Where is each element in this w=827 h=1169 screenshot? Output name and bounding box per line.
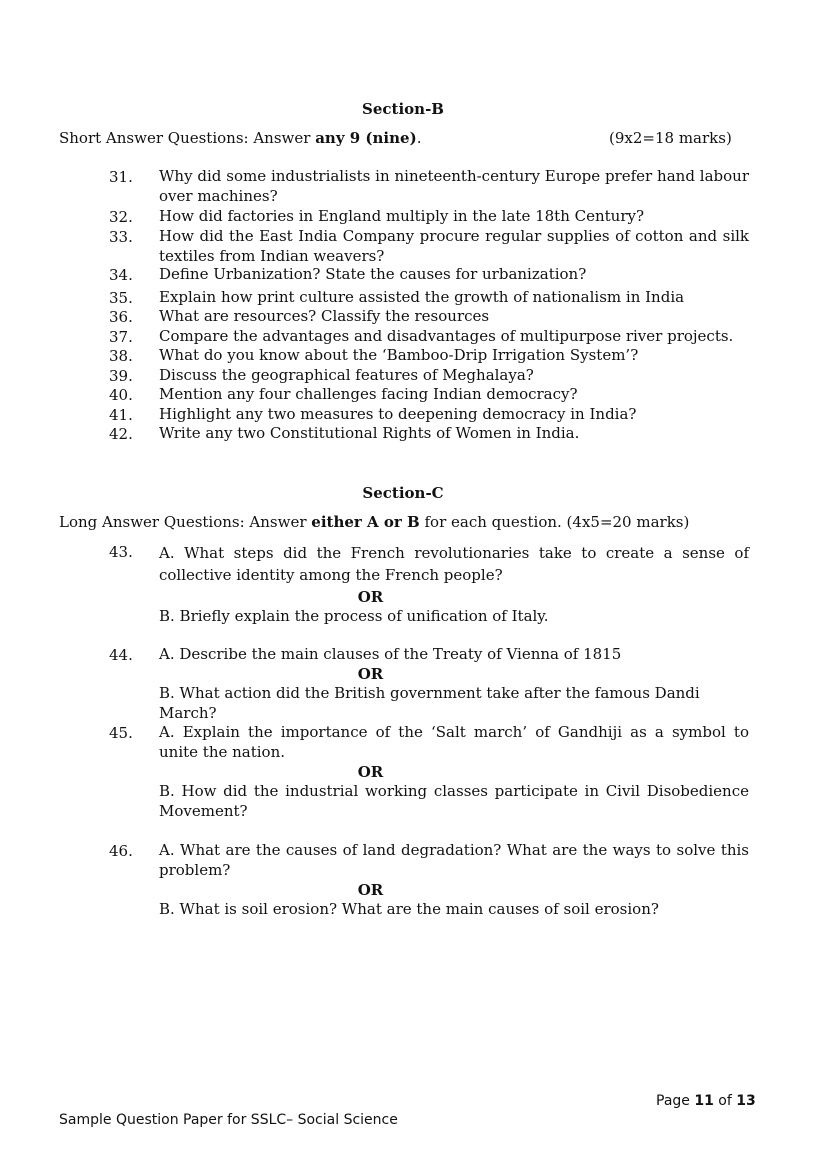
- question-number: 31.: [109, 168, 133, 186]
- question-text: Define Urbanization? State the causes for urbanization?: [159, 265, 587, 283]
- option-b-text: B. What is soil erosion? What are the main causes of soil erosion?: [159, 900, 659, 918]
- instructions-suffix: .: [416, 129, 422, 147]
- instructions-suffix: for each question. (4x5=20 marks): [419, 513, 690, 531]
- question-number: 34.: [109, 266, 133, 284]
- question-number: 35.: [109, 289, 133, 307]
- option-a-text: A. Explain the importance of the ‘Salt march’ of Gandhiji as a symbol to unite the nation.: [159, 723, 749, 761]
- instructions-text: Long Answer Questions: Answer: [59, 513, 312, 531]
- question-number: 33.: [109, 228, 133, 246]
- option-a-text: A. What are the causes of land degradation? What are the ways to solve this problem?: [159, 841, 749, 879]
- page-total: 13: [736, 1093, 756, 1109]
- section-b-instructions: [59, 129, 421, 147]
- option-b-text: B. How did the industrial working classes participate in Civil Disobedience Movement?: [159, 782, 749, 820]
- question-text: What are resources? Classify the resources: [159, 307, 490, 325]
- question-number: 46.: [109, 842, 133, 860]
- question-text: How did factories in England multiply in the late 18th Century?: [159, 207, 645, 225]
- section-c-instructions: [59, 513, 689, 531]
- option-b-text: B. Briefly explain the process of unification of Italy.: [159, 607, 549, 625]
- question-text: Write any two Constitutional Rights of Women in India.: [159, 424, 580, 442]
- document-footer-title: Sample Question Paper for SSLC– Social Science: [59, 1112, 398, 1128]
- question-number: 44.: [109, 646, 133, 664]
- instructions-emphasis: any 9 (nine): [315, 129, 417, 147]
- question-number: 45.: [109, 724, 133, 742]
- instructions-text: Short Answer Questions: Answer: [59, 129, 316, 147]
- question-number: 42.: [109, 425, 133, 443]
- page-number: [656, 1093, 756, 1109]
- question-text: Why did some industrialists in nineteenth-century Europe prefer hand labour over machines?: [159, 167, 749, 205]
- or-separator: OR: [357, 763, 384, 781]
- question-number: 36.: [109, 308, 133, 326]
- section-c-title: Section-C: [362, 484, 444, 502]
- question-number: 40.: [109, 386, 133, 404]
- question-number: 32.: [109, 208, 133, 226]
- question-text: Mention any four challenges facing Indian democracy?: [159, 385, 578, 403]
- question-text: Explain how print culture assisted the growth of nationalism in India: [159, 288, 685, 306]
- question-number: 37.: [109, 328, 133, 346]
- section-b-title: Section-B: [362, 100, 444, 118]
- or-separator: OR: [357, 881, 384, 899]
- section-b-marks: (9x2=18 marks): [609, 129, 732, 147]
- question-text: Compare the advantages and disadvantages of multipurpose river projects.: [159, 327, 734, 345]
- question-number: 38.: [109, 347, 133, 365]
- or-separator: OR: [357, 665, 384, 683]
- option-b-text: B. What action did the British government take after the famous Dandi March?: [159, 684, 700, 722]
- question-number: 41.: [109, 406, 133, 424]
- option-a-text: A. What steps did the French revolutionaries take to create a sense of collective identity among the French people?: [159, 544, 749, 584]
- page-of-label: of: [713, 1093, 737, 1109]
- instructions-emphasis: either A or B: [311, 513, 420, 531]
- question-text: What do you know about the ‘Bamboo-Drip Irrigation System’?: [159, 346, 639, 364]
- question-text: Discuss the geographical features of Meghalaya?: [159, 366, 534, 384]
- option-a-text: A. Describe the main clauses of the Treaty of Vienna of 1815: [159, 645, 622, 663]
- question-number: 39.: [109, 367, 133, 385]
- page-current: 11: [694, 1093, 714, 1109]
- question-number: 43.: [109, 543, 133, 561]
- page-label: Page: [656, 1093, 695, 1109]
- question-text: How did the East India Company procure regular supplies of cotton and silk textiles from Indian weavers?: [159, 227, 749, 265]
- or-separator: OR: [357, 588, 384, 606]
- question-text: Highlight any two measures to deepening democracy in India?: [159, 405, 637, 423]
